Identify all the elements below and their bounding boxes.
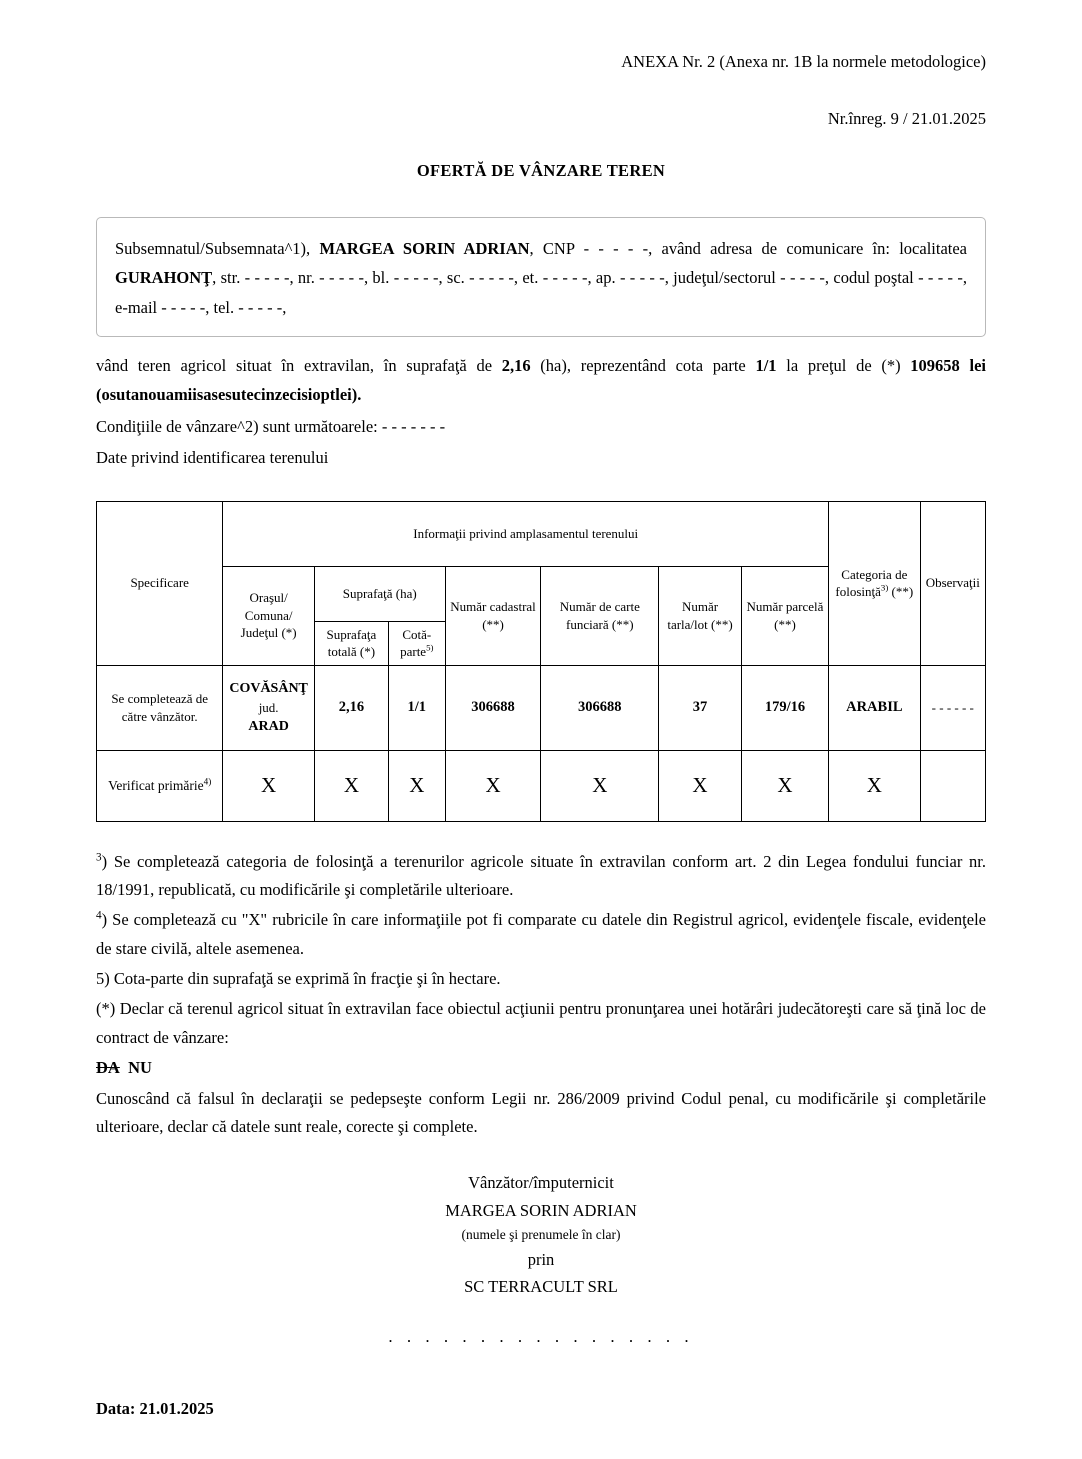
signature-dots: . . . . . . . . . . . . . . . . .	[388, 1326, 694, 1346]
sale-mid: (ha), reprezentând cota parte	[530, 356, 756, 376]
cell-verificat-primarie	[97, 750, 223, 821]
table-row	[97, 665, 986, 750]
header-numar-parcela: Număr parcelă (**)	[741, 566, 828, 665]
header-suprafata-totala: Suprafaţa totală (*)	[314, 621, 388, 665]
land-details-table	[96, 501, 986, 822]
cell-observatii: - - - - - -	[920, 665, 985, 750]
cnp-value: - - - - -	[583, 239, 649, 258]
subsemnatul-label: Subsemnatul/Subsemnata^1),	[115, 239, 320, 258]
header-amplasament: Informaţii privind amplasamentul terenului	[223, 501, 829, 566]
signature-name: MARGEA SORIN ADRIAN	[445, 1200, 637, 1220]
footnotes	[96, 848, 986, 1142]
share-value: 1/1	[755, 356, 777, 376]
footnote-star: (*) Declar că terenul agricol situat în extravilan face obiectul acţiunii pentru pronunţarea unei hotărâri judecătoreşti care să ţină loc de contract de vânzare:	[96, 999, 986, 1047]
header-cota-parte-text: Cotă-parte	[400, 626, 432, 660]
option-da[interactable]: DA	[96, 1058, 120, 1078]
header-categoria-folosinta-suffix: (**)	[888, 584, 914, 600]
header-categoria-folosinta-sup: 3)	[880, 582, 889, 593]
cell-localitate-line2: jud.	[258, 699, 279, 715]
address-intro: , având adresa de comunicare în: localitatea	[648, 239, 967, 258]
footnote-4	[96, 906, 986, 963]
cell-verif-cota-parte: X	[388, 750, 445, 821]
sale-prefix: vând teren agricol situat în extravilan, în suprafaţă de	[96, 356, 502, 376]
signature-block	[96, 1169, 986, 1300]
header-observatii: Observaţii	[920, 501, 985, 665]
header-cota-parte	[388, 621, 445, 665]
signature-company: SC TERRACULT SRL	[464, 1277, 618, 1297]
seller-name: MARGEA SORIN ADRIAN	[319, 239, 530, 258]
header-numar-cadastral: Număr cadastral (**)	[445, 566, 541, 665]
signature-prin: prin	[527, 1250, 555, 1270]
header-numar-tarla: Număr tarla/lot (**)	[659, 566, 742, 665]
address-details: , str. - - - - -, nr. - - - - -, bl. - - - - -, sc. - - - - -, et. - - - - -, ap. - - - - -, judeţul/sectorul - - - - -, codul poştal - - - - -, e-mail - - - - -, tel. - - - - -,	[115, 268, 967, 317]
cell-verif-numar-cadastral: X	[445, 750, 541, 821]
footnote-final: Cunoscând că falsul în declaraţii se pedepseşte conform Legii nr. 286/2009 privind Codul penal, cu modificările şi completările ulterioare, declar că datele sunt reale, corecte şi complete.	[96, 1088, 986, 1136]
locality-name: GURAHONŢ	[115, 268, 213, 288]
price-in-words: (osutanouamiisasesutecinzecisioptlei).	[96, 385, 362, 405]
da-nu-choice	[96, 1054, 986, 1082]
header-oras-comuna-judet: Oraşul/ Comuna/ Judeţul (*)	[223, 566, 315, 665]
date-label: Data:	[96, 1398, 140, 1418]
cell-verif-categoria-folosinta: X	[829, 750, 921, 821]
header-categoria-folosinta-text: Categoria de folosinţă	[835, 566, 908, 600]
price-label: la preţul de (*)	[776, 356, 911, 376]
footnote-3	[96, 848, 986, 905]
header-numar-carte-funciara: Număr de carte funciară (**)	[541, 566, 659, 665]
cell-cota-parte: 1/1	[388, 665, 445, 750]
cell-numar-carte-funciara: 306688	[541, 665, 659, 750]
cnp-label: , CNP	[529, 239, 584, 258]
cell-categoria-folosinta: ARABIL	[829, 665, 921, 750]
conditions-line: Condiţiile de vânzare^2) sunt următoarele: - - - - - - -	[96, 416, 446, 436]
declaration-box	[96, 217, 986, 337]
cell-verificat-sup: 4)	[203, 776, 212, 786]
surface-value: 2,16	[501, 356, 531, 376]
sale-paragraph	[96, 351, 986, 410]
cell-localitate-line3: ARAD	[248, 718, 289, 734]
header-categoria-folosinta	[829, 501, 921, 665]
cell-localitate-line1: COVĂSÂNŢ	[229, 680, 308, 696]
cell-verif-numar-tarla: X	[659, 750, 742, 821]
footnote-5: 5) Cota-parte din suprafaţă se exprimă în fracţie şi în hectare.	[96, 969, 501, 989]
cell-row-label: Se completează de către vânzător.	[97, 665, 223, 750]
cell-verif-numar-parcela: X	[741, 750, 828, 821]
price-value: 109658 lei	[910, 356, 986, 376]
cell-localitate	[223, 665, 315, 750]
footnote-3-sup: 3	[96, 851, 102, 864]
identification-line: Date privind identificarea terenului	[96, 448, 329, 468]
signature-role: Vânzător/împuternicit	[468, 1173, 614, 1193]
document-date	[96, 1399, 986, 1419]
cell-verif-observatii	[920, 750, 985, 821]
header-specificare: Specificare	[97, 501, 223, 665]
table-row-verified	[97, 750, 986, 821]
footnote-4-sup: 4	[96, 909, 102, 922]
footnote-3-text: ) Se completează categoria de folosinţă a terenurilor agricole situate în extravilan conform art. 2 din Legea fondului funciar nr. 18/1991, republicată, cu modificările şi completările ulterioare.	[96, 851, 986, 899]
date-value: 21.01.2025	[139, 1398, 214, 1418]
cell-numar-tarla: 37	[659, 665, 742, 750]
page-title: OFERTĂ DE VÂNZARE TEREN	[416, 161, 666, 180]
cell-suprafata-totala: 2,16	[314, 665, 388, 750]
header-cota-parte-sup: 5)	[426, 642, 434, 653]
footnote-4-text: ) Se completează cu "X" rubricile în care informaţiile pot fi comparate cu datele din Registrul agricol, evidenţele fiscale, evidenţele de stare civilă, altele asemenea.	[96, 910, 986, 958]
cell-numar-cadastral: 306688	[445, 665, 541, 750]
cell-verif-suprafata-totala: X	[314, 750, 388, 821]
cell-verif-numar-carte-funciara: X	[541, 750, 659, 821]
option-nu[interactable]: NU	[128, 1058, 152, 1078]
table-header-row-1	[97, 501, 986, 566]
anexa-reference: ANEXA Nr. 2 (Anexa nr. 1B la normele metodologice)	[621, 52, 986, 71]
header-suprafata-ha: Suprafaţă (ha)	[314, 566, 445, 621]
cell-verificat-label: Verificat primărie	[108, 777, 204, 793]
cell-verif-localitate: X	[223, 750, 315, 821]
signature-hint: (numele şi prenumele în clar)	[461, 1226, 621, 1242]
cell-numar-parcela: 179/16	[741, 665, 828, 750]
registration-number: Nr.înreg. 9 / 21.01.2025	[827, 109, 986, 128]
